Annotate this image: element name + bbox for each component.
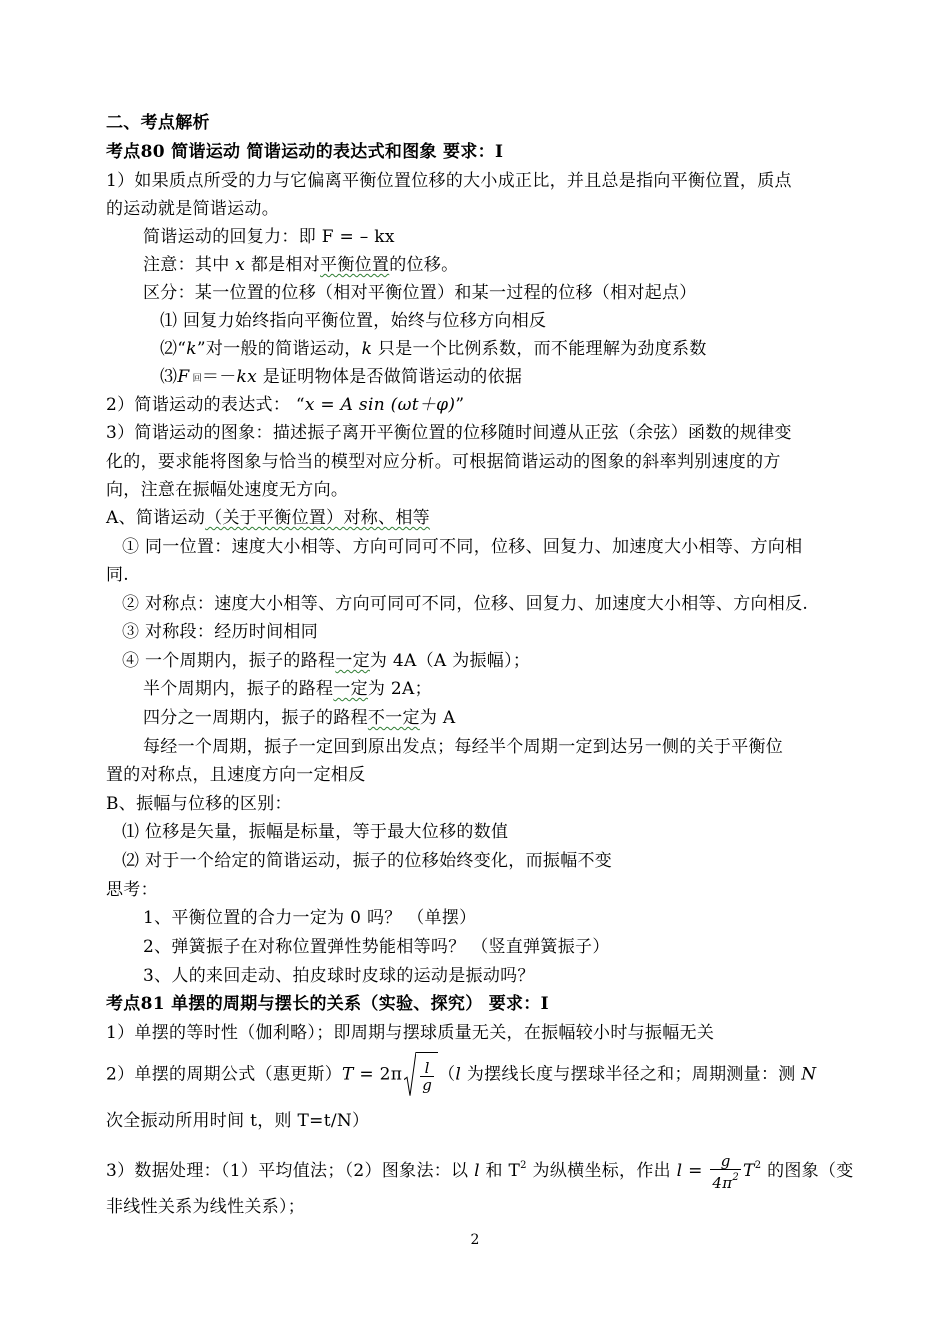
paragraph-line: 置的对称点，且速度方向一定相反 [106, 765, 366, 785]
list-item: ④ 一个周期内，振子的路程一定为 4A（A 为振幅）； [122, 651, 531, 671]
heading-kaodian-81 [106, 993, 549, 1015]
paragraph-line: 1）单摆的等时性（伽利略）；即周期与摆球质量无关，在振幅较小时与振幅无关 [106, 1023, 715, 1043]
data-processing-line: 3）数据处理：（1）平均值法；（2）图象法：以 l 和 $T^2$ 为纵横坐标，作出 l = $\frac{g}{4\pi^2}$ $T^2$ 的图象（变 [106, 1151, 854, 1192]
page-number: 2 [470, 1232, 480, 1248]
requirement-level: Ⅰ [540, 994, 549, 1014]
list-item: 半个周期内，振子的路程一定为 2A； [143, 679, 432, 699]
paragraph-line: 化的，要求能将图象与恰当的模型对应分析。可根据简谐运动的图象的斜率判别速度的方 [106, 452, 781, 472]
l-over-g: $\frac{l}{g}$ [422, 1059, 433, 1094]
list-item: ① 同一位置：速度大小相等、方向可同可不同，位移、回复力、加速度大小相等、方向相 [122, 537, 803, 557]
list-item: ⑴ 回复力始终指向平衡位置，始终与位移方向相反 [160, 311, 547, 331]
restoring-force-line: 简谐运动的回复力：即 F = – kx [143, 227, 395, 247]
question-item: 3、人的来回走动、拍皮球时皮球的运动是振动吗？ [143, 966, 535, 986]
list-item: ⑶F 回＝－kx 是证明物体是否做简谐运动的依据 [160, 367, 523, 387]
heading-id: 80 [140, 142, 165, 162]
question-item: 1、平衡位置的合力一定为 0 吗？ （单摆） [143, 908, 477, 928]
note-line: 注意：其中 x 都是相对平衡位置的位移。 [143, 255, 459, 275]
think-label: 思考： [106, 880, 158, 900]
requirement-level: I [494, 142, 504, 162]
paragraph-line: 向，注意在振幅处速度无方向。 [106, 480, 349, 500]
list-item: 四分之一周期内，振子的路程不一定为 A [143, 708, 456, 728]
subsection-b-title: B、振幅与位移的区别： [106, 794, 292, 814]
paragraph-line: 1）如果质点所受的力与它偏离平衡位置位移的大小成正比，并且总是指向平衡位置，质点 [106, 171, 792, 191]
distinction-line: 区分：某一位置的位移（相对平衡位置）和某一过程的位移（相对起点） [143, 283, 697, 303]
paragraph-line: 次全振动所用时间 t，则 T=t/N） [106, 1111, 370, 1131]
question-item: 2、弹簧振子在对称位置弹性势能相等吗？ （竖直弹簧振子） [143, 937, 610, 957]
list-item: ③ 对称段：经历时间相同 [122, 622, 319, 642]
heading-label: 考点 [106, 142, 141, 162]
list-item-cont: 同. [106, 565, 130, 585]
paragraph-line: 3）简谐运动的图象：描述振子离开平衡位置的位移随时间遵从正弦（余弦）函数的规律变 [106, 423, 792, 443]
subsection-a-title: A、简谐运动（关于平衡位置）对称、相等 [106, 508, 430, 528]
list-item: ⑴ 位移是矢量，振幅是标量，等于最大位移的数值 [122, 822, 509, 842]
paragraph-line: 每经一个周期，振子一定回到原出发点；每经半个周期一定到达另一侧的关于平衡位 [143, 737, 784, 757]
period-formula-line: 2）单摆的周期公式（惠更斯）T = 2π $\frac{l}{g}$ （l 为摆线长度与摆球半径之和；周期测量：测 N [106, 1052, 816, 1098]
heading-label: 考点 [106, 994, 141, 1014]
heading-id: 81 [140, 994, 165, 1014]
list-item: ② 对称点：速度大小相等、方向可同可不同，位移、回复力、加速度大小相等、方向相反. [122, 594, 809, 614]
shm-formula: x = A sin (ωt＋φ) [304, 395, 456, 415]
heading-topic: 单摆的周期与摆长的关系（实验、探究） 要求： [164, 994, 541, 1014]
section-title: 二、考点解析 [106, 113, 210, 133]
paragraph-line: 的运动就是简谐运动。 [106, 199, 279, 219]
heading-kaodian-80 [106, 141, 503, 163]
heading-topic: 简谐运动 简谐运动的表达式和图象 要求： [164, 142, 495, 162]
list-item: ⑵ 对于一个给定的简谐运动，振子的位移始终变化，而振幅不变 [122, 851, 613, 871]
formula-T: T [342, 1064, 354, 1085]
expression-line: 2）简谐运动的表达式： “x = A sin (ωt＋φ)” [106, 395, 465, 415]
g-over-4pi2: $\frac{g}{4\pi^2}$ [712, 1151, 740, 1192]
list-item: ⑵“k”对一般的简谐运动，k 只是一个比例系数，而不能理解为劲度系数 [160, 339, 707, 359]
paragraph-line: 非线性关系为线性关系）； [106, 1197, 306, 1217]
radical-sign [404, 1052, 416, 1098]
sqrt-symbol [404, 1052, 438, 1098]
